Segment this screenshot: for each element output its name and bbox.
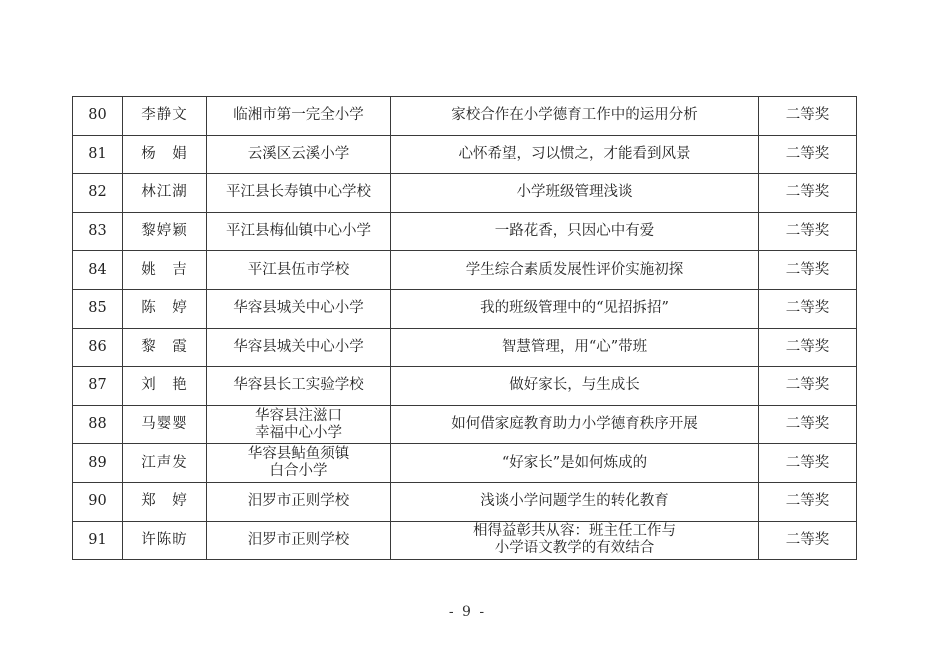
award-level: 二等奖 — [785, 377, 830, 394]
school-name: 华容县城关中心小学 — [233, 300, 364, 317]
paper-title: 心怀希望，习以惯之，才能看到风景 — [458, 145, 691, 162]
teacher-name-cell — [123, 482, 207, 521]
school-name-cell — [207, 174, 391, 213]
award-level-cell — [759, 97, 857, 136]
teacher-name-cell — [123, 521, 207, 560]
school-name-cell — [207, 328, 391, 367]
paper-title: 如何借家庭教育助力小学德育秩序开展 — [451, 416, 698, 433]
paper-title: 小学班级管理浅谈 — [516, 184, 633, 201]
teacher-name-cell — [123, 212, 207, 251]
award-level: 二等奖 — [785, 184, 830, 201]
school-name: 汨罗市正则学校 — [247, 493, 350, 510]
teacher-name: 李静文 — [141, 107, 188, 124]
award-level-cell — [759, 367, 857, 406]
school-name: 临湘市第一完全小学 — [233, 107, 364, 124]
award-level-cell — [759, 444, 857, 483]
paper-title-cell — [391, 135, 759, 174]
entry-number: 91 — [88, 531, 107, 548]
paper-title: 学生综合素质发展性评价实施初探 — [465, 261, 684, 278]
school-name: 华容县城关中心小学 — [233, 338, 364, 355]
entry-number: 85 — [88, 300, 107, 317]
table-row — [73, 135, 857, 174]
teacher-name-cell — [123, 328, 207, 367]
paper-title: 做好家长，与生成长 — [509, 377, 640, 394]
paper-title: 一路花香，只因心中有爱 — [494, 223, 655, 240]
table-row — [73, 521, 857, 560]
school-name: 华容县长工实验学校 — [233, 377, 364, 394]
paper-title: 浅谈小学问题学生的转化教育 — [480, 493, 669, 510]
school-name-cell — [207, 212, 391, 251]
entry-number-cell — [73, 444, 123, 483]
teacher-name: 郑 婷 — [141, 493, 188, 510]
school-name-cell — [207, 405, 391, 444]
paper-title-cell — [391, 212, 759, 251]
school-name: 汨罗市正则学校 — [247, 531, 350, 548]
entry-number-cell — [73, 328, 123, 367]
award-level: 二等奖 — [785, 107, 830, 124]
entry-number-cell — [73, 212, 123, 251]
paper-title-cell — [391, 97, 759, 136]
school-name-cell — [207, 367, 391, 406]
teacher-name-cell — [123, 251, 207, 290]
teacher-name-cell — [123, 174, 207, 213]
entry-number: 82 — [88, 184, 107, 201]
entry-number: 86 — [88, 338, 107, 355]
teacher-name-cell — [123, 135, 207, 174]
school-name-cell — [207, 97, 391, 136]
teacher-name: 杨 娟 — [141, 145, 188, 162]
school-name-cell — [207, 135, 391, 174]
award-level-cell — [759, 405, 857, 444]
table-row — [73, 174, 857, 213]
teacher-name: 陈 婷 — [141, 300, 188, 317]
teacher-name: 林江湖 — [141, 184, 188, 201]
school-name: 平江县伍市学校 — [247, 261, 350, 278]
teacher-name: 刘 艳 — [141, 377, 188, 394]
paper-title-cell — [391, 405, 759, 444]
table-row — [73, 328, 857, 367]
paper-title-cell — [391, 174, 759, 213]
school-name: 平江县梅仙镇中心小学 — [226, 223, 371, 240]
entry-number: 89 — [88, 454, 107, 471]
award-level: 二等奖 — [785, 493, 830, 510]
paper-title: 我的班级管理中的“见招拆招” — [480, 300, 669, 317]
school-name-cell — [207, 444, 391, 483]
table-row — [73, 212, 857, 251]
teacher-name-cell — [123, 97, 207, 136]
entry-number: 90 — [88, 493, 107, 510]
paper-title-cell — [391, 444, 759, 483]
paper-title: 智慧管理，用“心”带班 — [501, 338, 648, 355]
school-name: 华容县注滋口 幸福中心小学 — [255, 407, 342, 441]
table-row — [73, 482, 857, 521]
paper-title: 相得益彰共从容：班主任工作与 小学语文教学的有效结合 — [473, 523, 676, 557]
paper-title: “好家长”是如何炼成的 — [501, 454, 648, 471]
school-name: 云溪区云溪小学 — [247, 145, 350, 162]
award-level: 二等奖 — [785, 145, 830, 162]
awards-table-body — [73, 97, 857, 560]
table-row — [73, 444, 857, 483]
teacher-name: 姚 吉 — [141, 261, 188, 278]
table-row — [73, 289, 857, 328]
table-row — [73, 97, 857, 136]
entry-number-cell — [73, 289, 123, 328]
award-level-cell — [759, 482, 857, 521]
school-name: 平江县长寿镇中心学校 — [226, 184, 371, 201]
teacher-name: 黎 霞 — [141, 338, 188, 355]
entry-number-cell — [73, 251, 123, 290]
school-name-cell — [207, 289, 391, 328]
teacher-name-cell — [123, 444, 207, 483]
award-level-cell — [759, 328, 857, 367]
award-level: 二等奖 — [785, 261, 830, 278]
school-name-cell — [207, 521, 391, 560]
entry-number-cell — [73, 482, 123, 521]
entry-number-cell — [73, 97, 123, 136]
school-name-cell — [207, 251, 391, 290]
entry-number: 83 — [88, 223, 107, 240]
entry-number-cell — [73, 405, 123, 444]
page-number: - 9 - — [448, 604, 487, 620]
entry-number: 87 — [88, 377, 107, 394]
paper-title-cell — [391, 367, 759, 406]
award-level: 二等奖 — [785, 338, 830, 355]
teacher-name-cell — [123, 289, 207, 328]
table-row — [73, 405, 857, 444]
table-row — [73, 367, 857, 406]
awards-table — [72, 96, 857, 560]
table-row — [73, 251, 857, 290]
award-level: 二等奖 — [785, 531, 830, 548]
teacher-name: 许陈昉 — [141, 531, 188, 548]
paper-title-cell — [391, 289, 759, 328]
paper-title-cell — [391, 251, 759, 290]
paper-title-cell — [391, 521, 759, 560]
paper-title-cell — [391, 482, 759, 521]
award-level-cell — [759, 289, 857, 328]
entry-number: 84 — [88, 261, 107, 278]
award-level-cell — [759, 212, 857, 251]
teacher-name: 黎婷颖 — [141, 223, 188, 240]
entry-number-cell — [73, 521, 123, 560]
entry-number-cell — [73, 367, 123, 406]
award-level: 二等奖 — [785, 416, 830, 433]
teacher-name-cell — [123, 405, 207, 444]
award-level: 二等奖 — [785, 454, 830, 471]
award-level-cell — [759, 135, 857, 174]
entry-number-cell — [73, 174, 123, 213]
award-level: 二等奖 — [785, 223, 830, 240]
teacher-name: 江声发 — [141, 454, 188, 471]
school-name: 华容县鲇鱼须镇 白合小学 — [247, 446, 350, 480]
entry-number-cell — [73, 135, 123, 174]
teacher-name: 马婴婴 — [141, 416, 188, 433]
award-level: 二等奖 — [785, 300, 830, 317]
paper-title-cell — [391, 328, 759, 367]
award-level-cell — [759, 251, 857, 290]
entry-number: 81 — [88, 145, 107, 162]
award-level-cell — [759, 521, 857, 560]
award-level-cell — [759, 174, 857, 213]
school-name-cell — [207, 482, 391, 521]
teacher-name-cell — [123, 367, 207, 406]
paper-title: 家校合作在小学德育工作中的运用分析 — [451, 107, 698, 124]
entry-number: 80 — [88, 107, 107, 124]
entry-number: 88 — [88, 416, 107, 433]
